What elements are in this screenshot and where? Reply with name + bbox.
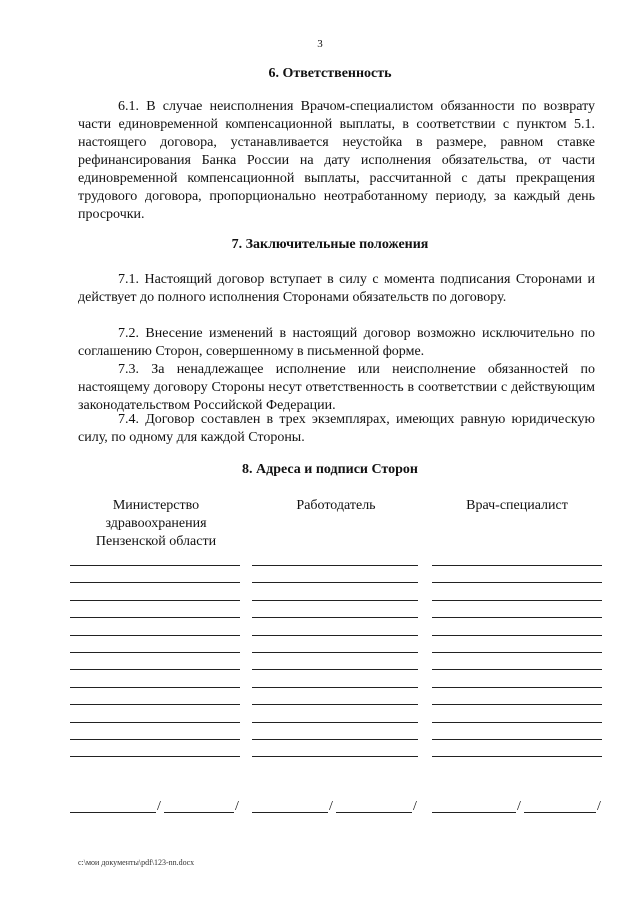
address-line xyxy=(432,669,602,670)
party-employer-heading: Работодатель xyxy=(296,498,376,513)
address-line xyxy=(432,617,602,618)
signature-ministry xyxy=(70,800,240,816)
section-8-title: 8. Адреса и подписи Сторон xyxy=(242,462,418,477)
signature-line xyxy=(432,812,516,813)
address-line xyxy=(432,756,602,757)
party-doctor-heading: Врач-специалист xyxy=(466,498,568,513)
paragraph-7-3: 7.3. За ненадлежащее исполнение или неисполнение обязанностей по настоящему договору Стороны несут ответственность в соответствии с действующим законодательством Российской Федерации. xyxy=(78,362,595,413)
address-line xyxy=(252,600,418,601)
name-line xyxy=(524,812,596,813)
party-ministry-heading xyxy=(66,497,246,551)
address-line xyxy=(252,565,418,566)
address-line xyxy=(432,704,602,705)
file-path-footer: c:\мои документы\pdf\123-nn.docx xyxy=(78,858,195,867)
address-line xyxy=(252,739,418,740)
page-number: 3 xyxy=(317,38,323,50)
name-line xyxy=(164,812,234,813)
party-ministry-line-3: Пензенской области xyxy=(95,534,217,549)
paragraph-6-1: 6.1. В случае неисполнения Врачом-специалистом обязанности по возврату части единовременной компенсационной выплаты, в соответствии с пунктом 5.1. настоящего договора, устанавливается неустойка в размере, равном ставке рефинансирования Банка России на дату исполнения обязательства, от части единовременной компенсационной выплаты, рассчитанной с даты прекращения трудового договора, пропорционально неотработанному периоду, за каждый день просрочки. xyxy=(78,99,595,222)
address-line xyxy=(70,652,240,653)
name-line xyxy=(336,812,412,813)
address-line xyxy=(70,635,240,636)
signature-slash: / xyxy=(517,799,521,814)
address-line xyxy=(70,669,240,670)
paragraph-7-2: 7.2. Внесение изменений в настоящий договор возможно исключительно по соглашению Сторон, совершенному в письменной форме. xyxy=(78,326,595,359)
address-line xyxy=(432,739,602,740)
address-line xyxy=(252,687,418,688)
signature-doctor xyxy=(432,800,602,816)
address-line xyxy=(252,722,418,723)
address-line xyxy=(432,722,602,723)
signature-employer xyxy=(252,800,422,816)
address-line xyxy=(252,704,418,705)
address-line xyxy=(432,687,602,688)
signature-slash: / xyxy=(597,799,601,814)
address-line xyxy=(432,565,602,566)
address-line xyxy=(432,600,602,601)
address-line xyxy=(432,635,602,636)
signature-slash: / xyxy=(413,799,417,814)
paragraph-7-1: 7.1. Настоящий договор вступает в силу с момента подписания Сторонами и действует до полного исполнения Сторонами обязательств по договору. xyxy=(78,272,595,305)
party-ministry-line-2: здравоохранения xyxy=(105,516,207,531)
section-7-title: 7. Заключительные положения xyxy=(231,237,429,252)
signature-slash: / xyxy=(235,799,239,814)
address-line xyxy=(70,722,240,723)
address-line xyxy=(70,739,240,740)
address-line xyxy=(252,617,418,618)
signature-slash: / xyxy=(157,799,161,814)
address-line xyxy=(70,582,240,583)
signature-line xyxy=(70,812,156,813)
signature-line xyxy=(252,812,328,813)
address-line xyxy=(70,617,240,618)
address-line xyxy=(70,687,240,688)
section-6-title: 6. Ответственность xyxy=(268,66,392,81)
address-line xyxy=(70,704,240,705)
address-line xyxy=(70,565,240,566)
address-line xyxy=(252,582,418,583)
address-line xyxy=(252,756,418,757)
address-line xyxy=(432,652,602,653)
signature-slash: / xyxy=(329,799,333,814)
address-line xyxy=(70,756,240,757)
address-line xyxy=(252,652,418,653)
address-line xyxy=(252,669,418,670)
paragraph-7-4: 7.4. Договор составлен в трех экземплярах, имеющих равную юридическую силу, по одному для каждой Стороны. xyxy=(78,412,595,445)
address-line xyxy=(70,600,240,601)
address-line xyxy=(252,635,418,636)
party-ministry-line-1: Министерство xyxy=(112,498,200,513)
address-line xyxy=(432,582,602,583)
